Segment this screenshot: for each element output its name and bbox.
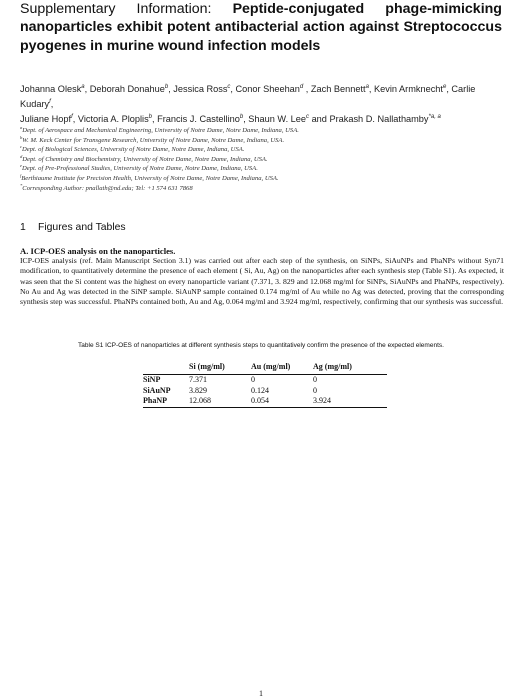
table-cell: 0 [313, 375, 317, 384]
affiliation: $^e$Dept. of Pre-Professional Studies, University of Notre Dame, Notre Dame, Indiana, USA. [20, 163, 258, 173]
section-title: Figures and Tables [38, 222, 126, 233]
author: Prakash D. Nallathamby$^{*a, a}$ [329, 113, 441, 124]
section-number: 1 [20, 222, 26, 233]
table-s1 [143, 359, 387, 408]
table-header-row [143, 359, 387, 375]
table-caption: Table S1 ICP-OES of nanoparticles at different synthesis steps to quantitatively confirm the presence of the expected elements. [78, 342, 444, 349]
table-cell: 7.371 [189, 375, 207, 384]
author: Johanna Olesk$^a$, [20, 83, 90, 94]
row-label: SiAuNP [143, 385, 171, 395]
page-number: 1 [259, 689, 263, 698]
section-heading [20, 222, 126, 233]
body-paragraph: ICP-OES analysis (ref. Main Manuscript Section 3.1) was carried out after each step of the synthesis, on SiNPs, SiAuNPs and PhaNPs without Syn71 modification, to quantitatively determine the presence of each element ( Si, Au, Ag) on the nanoparticles after each synthesis step (Table S1). As expected, it was seen that the Si content was the highest on every nanoparticle variant (7.371, 3. 829 and 12.068 mg/ml for SiNPs, SiAuNPs and PhaNPs, respectively). No Au and Ag was detected in the SiNP sample. SiAuNP sample contained 0.174 mg/ml of Au while no Ag was detected, proving that the corresponding synthesis step was successful. PhaNPs contained both, Au and Ag, 0.064 mg/ml and 3.924 mg/ml, respectively, confirming that our synthesis was successful. [20, 256, 504, 307]
table-cell: 0 [313, 385, 317, 395]
table-row [143, 375, 387, 386]
author: Conor Sheehan$^d$ , [235, 83, 311, 94]
table-cell: 0.124 [251, 385, 269, 395]
affiliation: $^f$Berthiaume Institute for Precision Health, University of Notre Dame, Notre Dame, Indiana, USA. [20, 172, 279, 182]
table-row [143, 396, 387, 407]
affiliation-list [20, 126, 502, 193]
author-list [20, 82, 502, 127]
corresponding-author: *Corresponding Author: pnallath@nd.edu; Tel: +1 574 631 7868 [20, 182, 193, 192]
affiliation: $^b$W. M. Keck Center for Transgene Research, University of Notre Dame, Notre Dame, Indiana, USA. [20, 134, 285, 144]
icp-oes-table [143, 359, 387, 408]
table-cell: 12.068 [189, 396, 211, 405]
author: Zach Bennett$^a$, [310, 83, 375, 94]
affiliation: $^c$Dept. of Biological Sciences, University of Notre Dame, Notre Dame, Indiana, USA. [20, 144, 245, 154]
author: Francis J. Castellino$^b$, [157, 113, 249, 124]
row-label: PhaNP [143, 396, 167, 405]
table-cell: 3.924 [313, 396, 331, 405]
author: Juliane Hopf$^f$, [20, 113, 78, 124]
table-header-cell: Au (mg/ml) [251, 362, 291, 371]
affiliation: $^a$Dept. of Aerospace and Mechanical Engineering, University of Notre Dame, Notre Dame, Indiana, USA. [20, 124, 299, 134]
author: Victoria A. Ploplis$^b$, [77, 113, 158, 124]
author: Shaun W. Lee$^c$ and [248, 113, 330, 124]
table-header-cell [143, 359, 189, 375]
table-cell: 0 [251, 375, 255, 384]
paper-title [20, 0, 502, 55]
title-main: Peptide-conjugated phage-mimicking nanoparticles exhibit potent antibacterial action against Streptococcus pyogenes in murine wound infection models [20, 1, 502, 54]
title-lead: Supplementary Information: [20, 1, 212, 17]
table-cell: 3.829 [189, 385, 207, 395]
author: Jessica Ross$^c$, [173, 83, 236, 94]
table-cell: 0.054 [251, 396, 269, 405]
table-header-cell: Ag (mg/ml) [313, 362, 352, 371]
author: Kevin Armknecht$^e$, [374, 83, 452, 94]
author: Deborah Donahue$^b$, [89, 83, 174, 94]
table-row [143, 386, 387, 397]
affiliation: $^d$Dept. of Chemistry and Biochemistry, University of Notre Dame, Notre Dame, Indiana, USA. [20, 153, 268, 163]
row-label: SiNP [143, 375, 161, 384]
table-header-cell: Si (mg/ml) [189, 362, 225, 371]
author: Carlie Kudary$^f$, [20, 84, 476, 109]
subsection-heading: A. ICP-OES analysis on the nanoparticles. [20, 246, 176, 256]
